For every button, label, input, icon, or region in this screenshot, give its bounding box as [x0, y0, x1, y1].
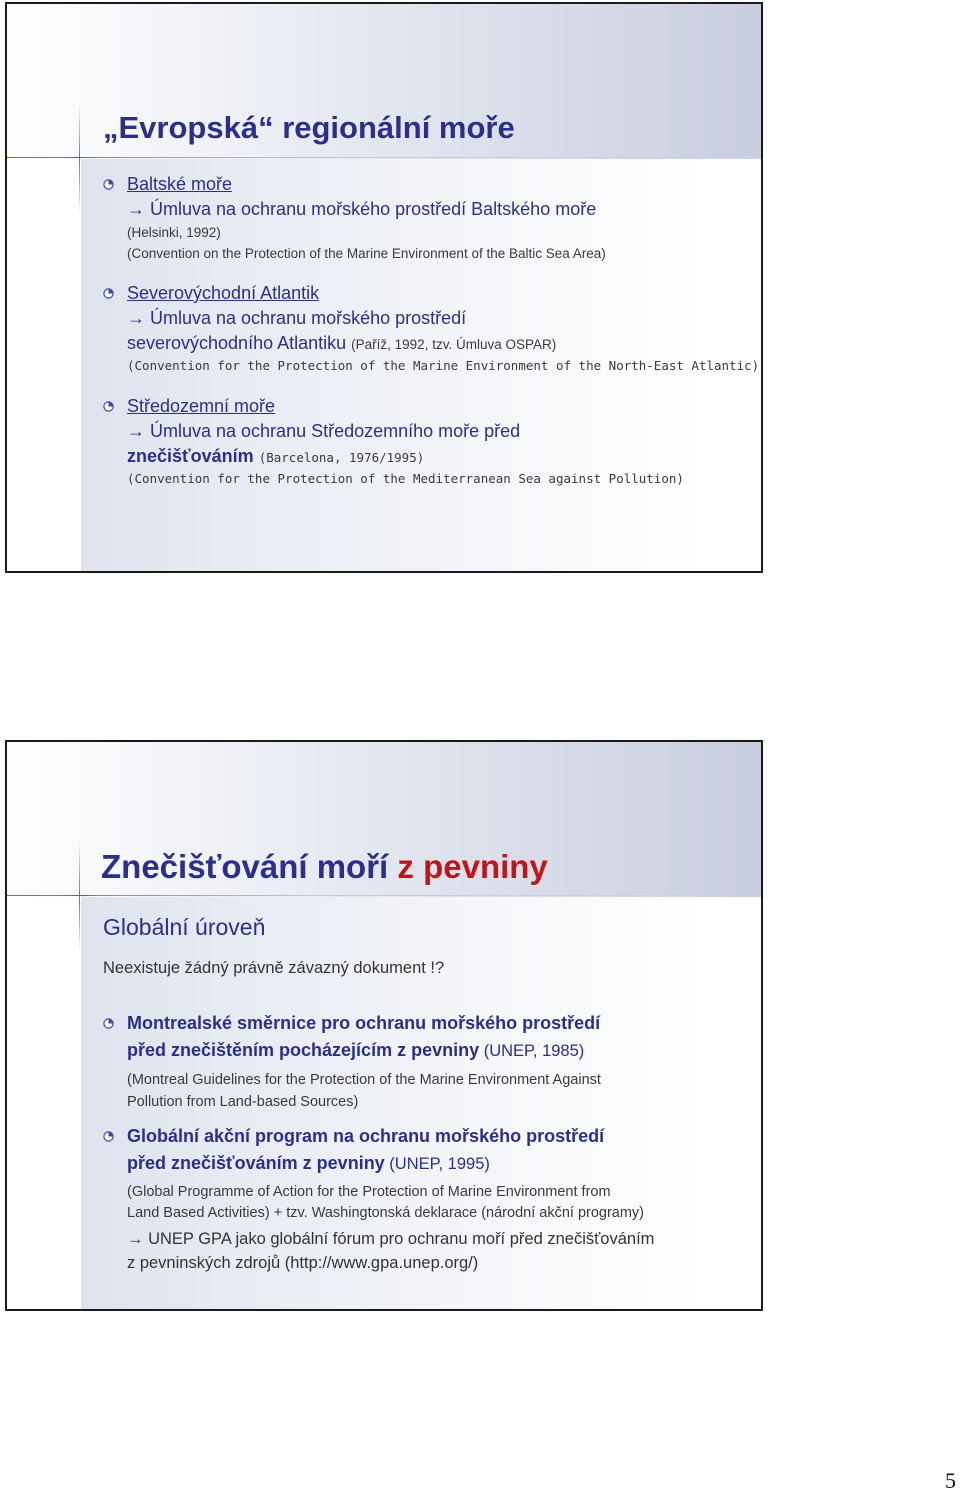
slide-accent-flare: [59, 895, 99, 896]
list-item-mediterranean: [7, 394, 761, 490]
slide-2: [5, 740, 763, 1311]
item-arrow-line-2: z pevninských zdrojů (http://www.gpa.unep.org/): [127, 1254, 479, 1272]
item-line-2: [127, 1037, 761, 1065]
item-arrow-line-1: → Úmluva na ochranu mořského prostředí: [127, 308, 467, 328]
item-note-english: (Convention for the Protection of the Marine Environment of the North-East Atlantic): [127, 358, 760, 373]
slide-subtitle: Globální úroveň: [103, 914, 266, 940]
item-arrow-line-2: [127, 444, 761, 468]
item-arrow-line-1: → UNEP GPA jako globální fórum pro ochranu moří před znečišťováním: [127, 1230, 655, 1248]
item-heading: Baltské moře: [127, 174, 233, 194]
slide-accent-flare: [59, 157, 99, 158]
bullet-icon: [103, 288, 114, 299]
slide-title: [101, 846, 548, 888]
page-number: 5: [945, 1468, 956, 1493]
item-note-line-1: (Montreal Guidelines for the Protection of the Marine Environment Against: [127, 1072, 601, 1088]
slide-1: [5, 2, 763, 573]
item-heading: Severovýchodní Atlantik: [127, 283, 320, 303]
item-note-line-1: (Global Programme of Action for the Protection of Marine Environment from: [127, 1184, 611, 1200]
slide-2-content: [7, 1010, 761, 1275]
bullet-icon: [103, 179, 114, 190]
list-item-baltic: [7, 172, 761, 264]
slide-title: „Evropská“ regionální moře: [103, 110, 515, 145]
item-line-2-rest: (UNEP, 1985): [479, 1042, 585, 1060]
item-line-1: Globální akční program na ochranu mořského prostředí: [127, 1126, 605, 1146]
item-note-line-2: Land Based Activities) + tzv. Washingtonská deklarace (národní akční programy): [127, 1205, 645, 1221]
item-arrow-line-2-note: (Barcelona, 1976/1995): [258, 450, 425, 465]
item-note-line-2: Pollution from Land-based Sources): [127, 1094, 359, 1110]
slide-1-content: [7, 172, 761, 490]
item-arrow-line-1: → Úmluva na ochranu Středozemního moře před: [127, 421, 521, 441]
slide-title-part-1: Znečišťování moří: [101, 848, 389, 885]
item-note-english: (Convention for the Protection of the Mediterranean Sea against Pollution): [127, 471, 684, 486]
item-arrow-line-2-text: severovýchodního Atlantiku: [127, 333, 347, 353]
item-heading: Středozemní moře: [127, 396, 276, 416]
item-note: (Helsinki, 1992): [127, 225, 221, 240]
slide-divider-line: [7, 157, 761, 158]
bullet-icon: [103, 401, 114, 412]
item-line-2-rest: (UNEP, 1995): [384, 1155, 490, 1173]
list-item-montreal: [7, 1010, 761, 1113]
item-line-2: [127, 1150, 761, 1178]
item-arrow-text: → Úmluva na ochranu mořského prostředí Baltského moře: [127, 199, 597, 219]
item-line-2-bold: před znečištěním pocházejícím z pevniny: [127, 1040, 480, 1060]
slide-title-part-2: z pevniny: [397, 848, 548, 885]
list-item-ne-atlantic: [7, 281, 761, 377]
bullet-icon: [103, 1131, 114, 1142]
item-arrow-line-2: [127, 331, 761, 355]
item-arrow-line-2-text: znečišťováním: [127, 446, 254, 466]
bullet-icon: [103, 1018, 114, 1029]
slide-divider-line: [7, 895, 761, 896]
item-note-english: (Convention on the Protection of the Marine Environment of the Baltic Sea Area): [127, 246, 606, 261]
list-item-global-programme: [7, 1123, 761, 1275]
item-arrow-line-2-note: (Paříž, 1992, tzv. Úmluva OSPAR): [351, 337, 557, 352]
item-line-1: Montrealské směrnice pro ochranu mořského prostředí: [127, 1013, 601, 1033]
item-line-2-bold: před znečišťováním z pevniny: [127, 1153, 385, 1173]
slide-accent-vertical-line: [79, 842, 80, 952]
slide-intro-text: Neexistuje žádný právně závazný dokument !?: [103, 959, 445, 977]
